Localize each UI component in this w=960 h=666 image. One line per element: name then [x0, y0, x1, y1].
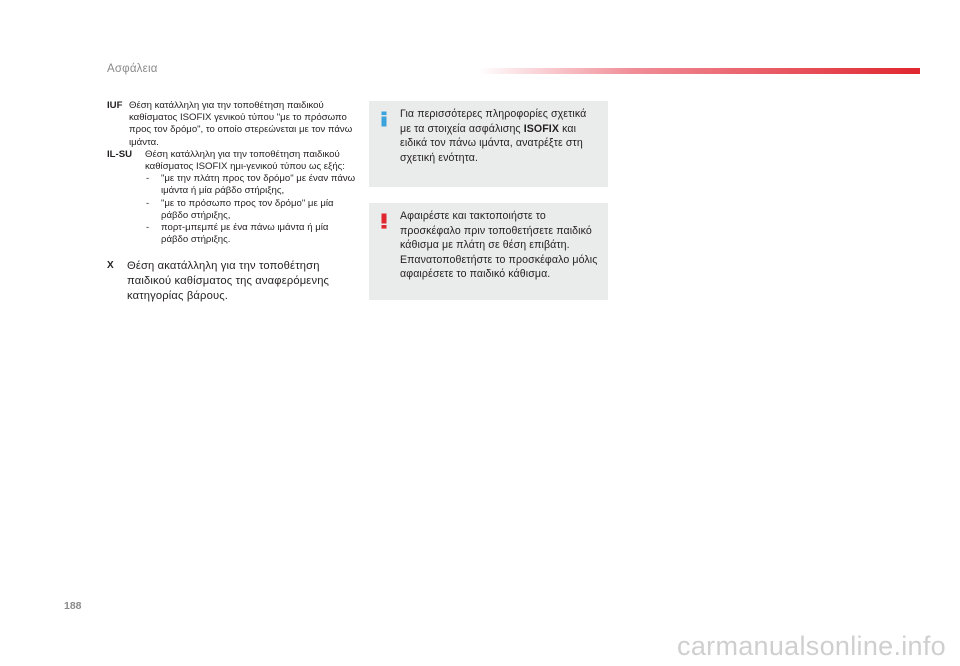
definition-code: IUF	[107, 100, 123, 111]
warning-text	[400, 209, 600, 282]
definition-ilsu	[107, 149, 357, 173]
definition-text: Θέση κατάλληλη για την τοποθέτηση παιδικού καθίσματος ISOFIX ημι-γενικού τύπου ως εξής:	[145, 148, 345, 173]
info-box	[369, 101, 608, 187]
definition-code: X	[107, 260, 114, 272]
definition-text: Θέση κατάλληλη για την τοποθέτηση παιδικού καθίσματος ISOFIX γενικού τύπου "με το πρόσωπο προς τον δρόμο", το οποίο στερεώνεται με τον πάνω ιμάντα.	[129, 100, 353, 148]
list-item: - πορτ-μπεμπέ με ένα πάνω ιμάντα ή μία ράβδο στήριξης.	[146, 222, 329, 246]
isofix-term: ISOFIX	[523, 122, 560, 135]
definition-code: IL-SU	[107, 148, 133, 160]
list-item: - "με την πλάτη προς τον δρόμο" με έναν πάνω ιμάντα ή μία ράβδο στήριξης,	[146, 173, 356, 197]
list-item: - "με το πρόσωπο προς τον δρόμο" με μία ράβδο στήριξης,	[146, 197, 334, 221]
definition-iuf	[107, 100, 357, 149]
warning-line: Αφαιρέστε και τακτοποιήστε το προσκέφαλο πριν τοποθετήσετε παιδικό κάθισμα με πλάτη σε θέση επιβάτη.	[400, 210, 592, 252]
info-text: Για περισσότερες πληροφορίες σχετικά με τα στοιχεία ασφάλισης ISOFIX και ειδικά τον πάνω ιμάντα, ανατρέξτε στη σχετική ενότητα.	[400, 108, 587, 164]
definition-text: Θέση ακατάλληλη για την τοποθέτηση παιδικού καθίσματος της αναφερόμενης κατηγορίας βάρους.	[127, 260, 330, 303]
header-accent-bar	[478, 68, 920, 74]
exclamation-icon	[378, 213, 390, 229]
ilsu-options-list	[145, 173, 357, 246]
warning-line: Επανατοποθετήστε το προσκέφαλο μόλις αφαιρέσετε το παιδικό κάθισμα.	[400, 253, 598, 281]
definition-x	[107, 259, 357, 303]
warning-box	[369, 203, 608, 300]
watermark: carmanualsonline.info	[677, 631, 946, 661]
page-number: 188	[64, 600, 82, 612]
info-icon	[378, 111, 390, 127]
definitions-column	[107, 100, 357, 304]
section-title: Ασφάλεια	[107, 63, 158, 75]
